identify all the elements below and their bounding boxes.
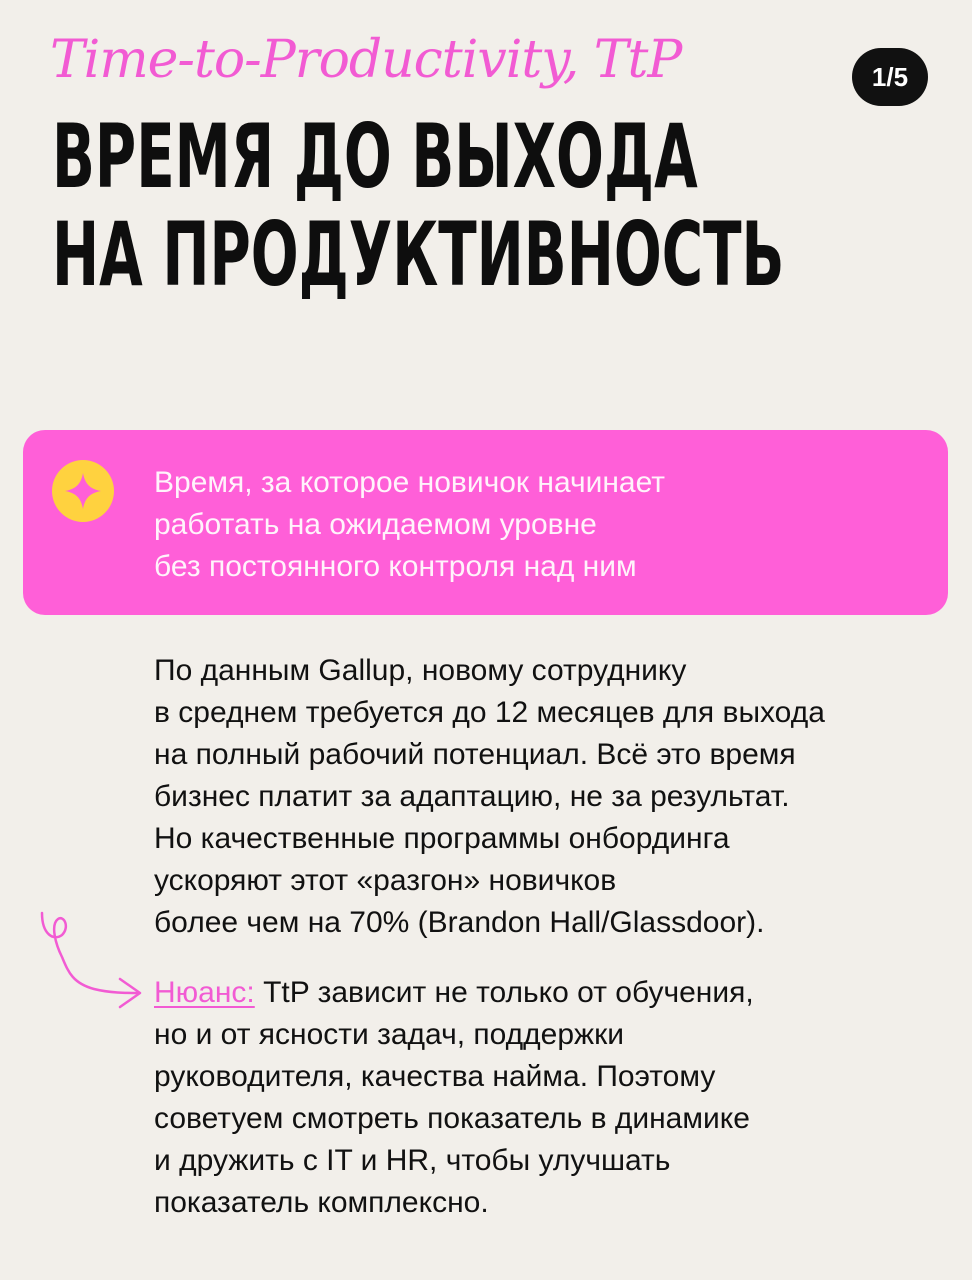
nuance-line: руководителя, качества найма. Поэтому	[154, 1060, 716, 1093]
page-title	[52, 105, 785, 306]
nuance-line: и дружить с IT и HR, чтобы улучшать	[154, 1144, 671, 1177]
nuance-line: но и от ясности задач, поддержки	[154, 1018, 624, 1051]
body-line: на полный рабочий потенциал. Всё это время	[154, 738, 796, 771]
body-line: Но качественные программы онбординга	[154, 822, 730, 855]
body-paragraph	[154, 650, 825, 944]
body-line: бизнес платит за адаптацию, не за результат.	[154, 780, 790, 813]
subtitle-script: Time-to-Productivity, TtP	[50, 30, 682, 90]
definition-line: работать на ожидаемом уровне	[154, 508, 597, 541]
sparkle-star-icon	[52, 460, 114, 522]
nuance-paragraph	[154, 972, 754, 1224]
definition-line: Время, за которое новичок начинает	[154, 466, 666, 499]
page-title-line-2: НА ПРОДУКТИВНОСТЬ	[52, 203, 785, 306]
nuance-line: советуем смотреть показатель в динамике	[154, 1102, 750, 1135]
body-line: По данным Gallup, новому сотруднику	[154, 654, 687, 687]
body-line: ускоряют этот «разгон» новичков	[154, 864, 617, 897]
definition-text	[154, 462, 665, 588]
hand-drawn-arrow-icon	[34, 905, 150, 1015]
nuance-first-line	[154, 972, 754, 1014]
body-line: в среднем требуется до 12 месяцев для выхода	[154, 696, 825, 729]
nuance-line: показатель комплексно.	[154, 1186, 489, 1219]
page-title-line-1: ВРЕМЯ ДО ВЫХОДА	[52, 105, 698, 208]
nuance-label: Нюанс:	[154, 976, 255, 1009]
page-indicator-badge: 1/5	[852, 48, 928, 106]
definition-line: без постоянного контроля над ним	[154, 550, 637, 583]
nuance-first-line-text: TtP зависит не только от обучения,	[254, 976, 754, 1009]
body-line: более чем на 70% (Brandon Hall/Glassdoor).	[154, 906, 765, 939]
